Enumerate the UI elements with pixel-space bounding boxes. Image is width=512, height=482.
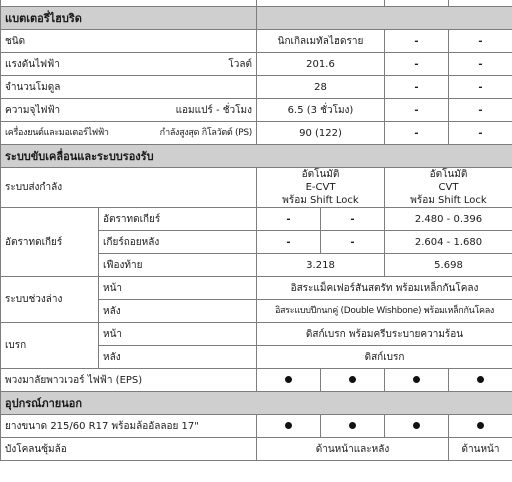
spec-value: ดิสก์เบรก	[257, 346, 512, 369]
bullet-icon	[477, 376, 484, 383]
spec-row-battery-modules	[1, 76, 512, 99]
spec-dash: -	[385, 122, 449, 145]
spec-dash: -	[257, 208, 321, 231]
spec-unit: กำลังสูงสุด กิโลวัตต์ (PS)	[159, 127, 252, 138]
section-exterior	[1, 392, 512, 415]
bullet-icon	[349, 376, 356, 383]
spec-group-label: ระบบช่วงล่าง	[1, 277, 99, 323]
spec-value: อิสระแม็คเฟอร์สันสตรัท พร้อมเหล็กกันโคลง	[257, 277, 512, 300]
spec-unit: แอมแปร์ - ชั่วโมง	[175, 104, 252, 116]
spec-sublabel: เฟืองท้าย	[99, 254, 257, 277]
bullet-icon	[349, 422, 356, 429]
spec-value: 6.5 (3 ชั่วโมง)	[257, 99, 385, 122]
spec-label: พวงมาลัยพาวเวอร์ ไฟฟ้า (EPS)	[1, 369, 257, 392]
spec-dash: -	[385, 99, 449, 122]
spec-group-label: อัตราทดเกียร์	[1, 208, 99, 277]
spec-row-tires	[1, 415, 512, 438]
spec-dash: -	[449, 122, 512, 145]
spec-label: ความจุไฟฟ้า	[5, 104, 61, 116]
spec-unit: โวลต์	[228, 58, 252, 70]
spec-value: 3.218	[257, 254, 385, 277]
spec-dash: -	[257, 231, 321, 254]
spec-value: ดิสก์เบรก พร้อมครีบระบายความร้อน	[257, 323, 512, 346]
spec-dash: -	[385, 76, 449, 99]
spec-value: นิกเกิลเมทัลไฮดราย	[257, 30, 385, 53]
spec-label: แรงดันไฟฟ้า	[5, 58, 60, 70]
spec-row-brakes-front	[1, 323, 512, 346]
spec-row-motor-power	[1, 122, 512, 145]
section-drive	[1, 145, 512, 168]
spec-row-mudguard	[1, 438, 512, 461]
spec-value: ด้านหน้า	[449, 438, 512, 461]
transmission-cvt: อัตโนมัติ CVT พร้อม Shift Lock	[385, 168, 512, 208]
section-title: ระบบขับเคลื่อนและระบบรองรับ	[1, 145, 512, 168]
section-battery	[1, 7, 512, 30]
transmission-hybrid: อัตโนมัติ E-CVT พร้อม Shift Lock	[257, 168, 385, 208]
spec-dash: -	[449, 30, 512, 53]
bullet-icon	[285, 422, 292, 429]
spec-dash: -	[321, 208, 385, 231]
bullet-icon	[285, 376, 292, 383]
spec-dash: -	[321, 231, 385, 254]
spec-dash: -	[449, 53, 512, 76]
spec-value: ด้านหน้าและหลัง	[257, 438, 449, 461]
spec-value: อิสระแบบปีกนกคู่ (Double Wishbone) พร้อมเหล็กกันโคลง	[257, 300, 512, 323]
section-title: แบตเตอรี่ไฮบริด	[1, 7, 257, 30]
spec-row-battery-voltage	[1, 53, 512, 76]
spec-group-label: เบรก	[1, 323, 99, 369]
spec-dash: -	[385, 30, 449, 53]
spec-dash: -	[449, 99, 512, 122]
section-title: อุปกรณ์ภายนอก	[1, 392, 512, 415]
spec-row-battery-type	[1, 30, 512, 53]
spec-sublabel: หลัง	[99, 300, 257, 323]
spec-label: บังโคลนซุ้มล้อ	[1, 438, 257, 461]
spec-value: 5.698	[385, 254, 512, 277]
spec-row-transmission	[1, 168, 512, 208]
spec-dash: -	[449, 76, 512, 99]
spec-value: 2.480 - 0.396	[385, 208, 512, 231]
spec-label: ยางขนาด 215/60 R17 พร้อมล้ออัลลอย 17"	[1, 415, 257, 438]
spec-sublabel: หน้า	[99, 323, 257, 346]
bullet-icon	[477, 422, 484, 429]
spec-row-gear-ratio	[1, 208, 512, 231]
spec-label: ชนิด	[1, 30, 257, 53]
spec-value: 28	[257, 76, 385, 99]
spec-sublabel: หลัง	[99, 346, 257, 369]
spec-value: 201.6	[257, 53, 385, 76]
spec-value: 90 (122)	[257, 122, 385, 145]
spec-sublabel: อัตราทดเกียร์	[99, 208, 257, 231]
spec-label: ระบบส่งกำลัง	[1, 168, 257, 208]
spec-row-battery-capacity	[1, 99, 512, 122]
bullet-icon	[413, 422, 420, 429]
spec-label: จำนวนโมดูล	[1, 76, 257, 99]
bullet-icon	[413, 376, 420, 383]
spec-value: 2.604 - 1.680	[385, 231, 512, 254]
spec-label: เครื่องยนต์และมอเตอร์ไฟฟ้า	[5, 127, 109, 138]
spec-row-eps	[1, 369, 512, 392]
spec-row-suspension-front	[1, 277, 512, 300]
spec-dash: -	[385, 53, 449, 76]
spec-sublabel: เกียร์ถอยหลัง	[99, 231, 257, 254]
spec-sublabel: หน้า	[99, 277, 257, 300]
